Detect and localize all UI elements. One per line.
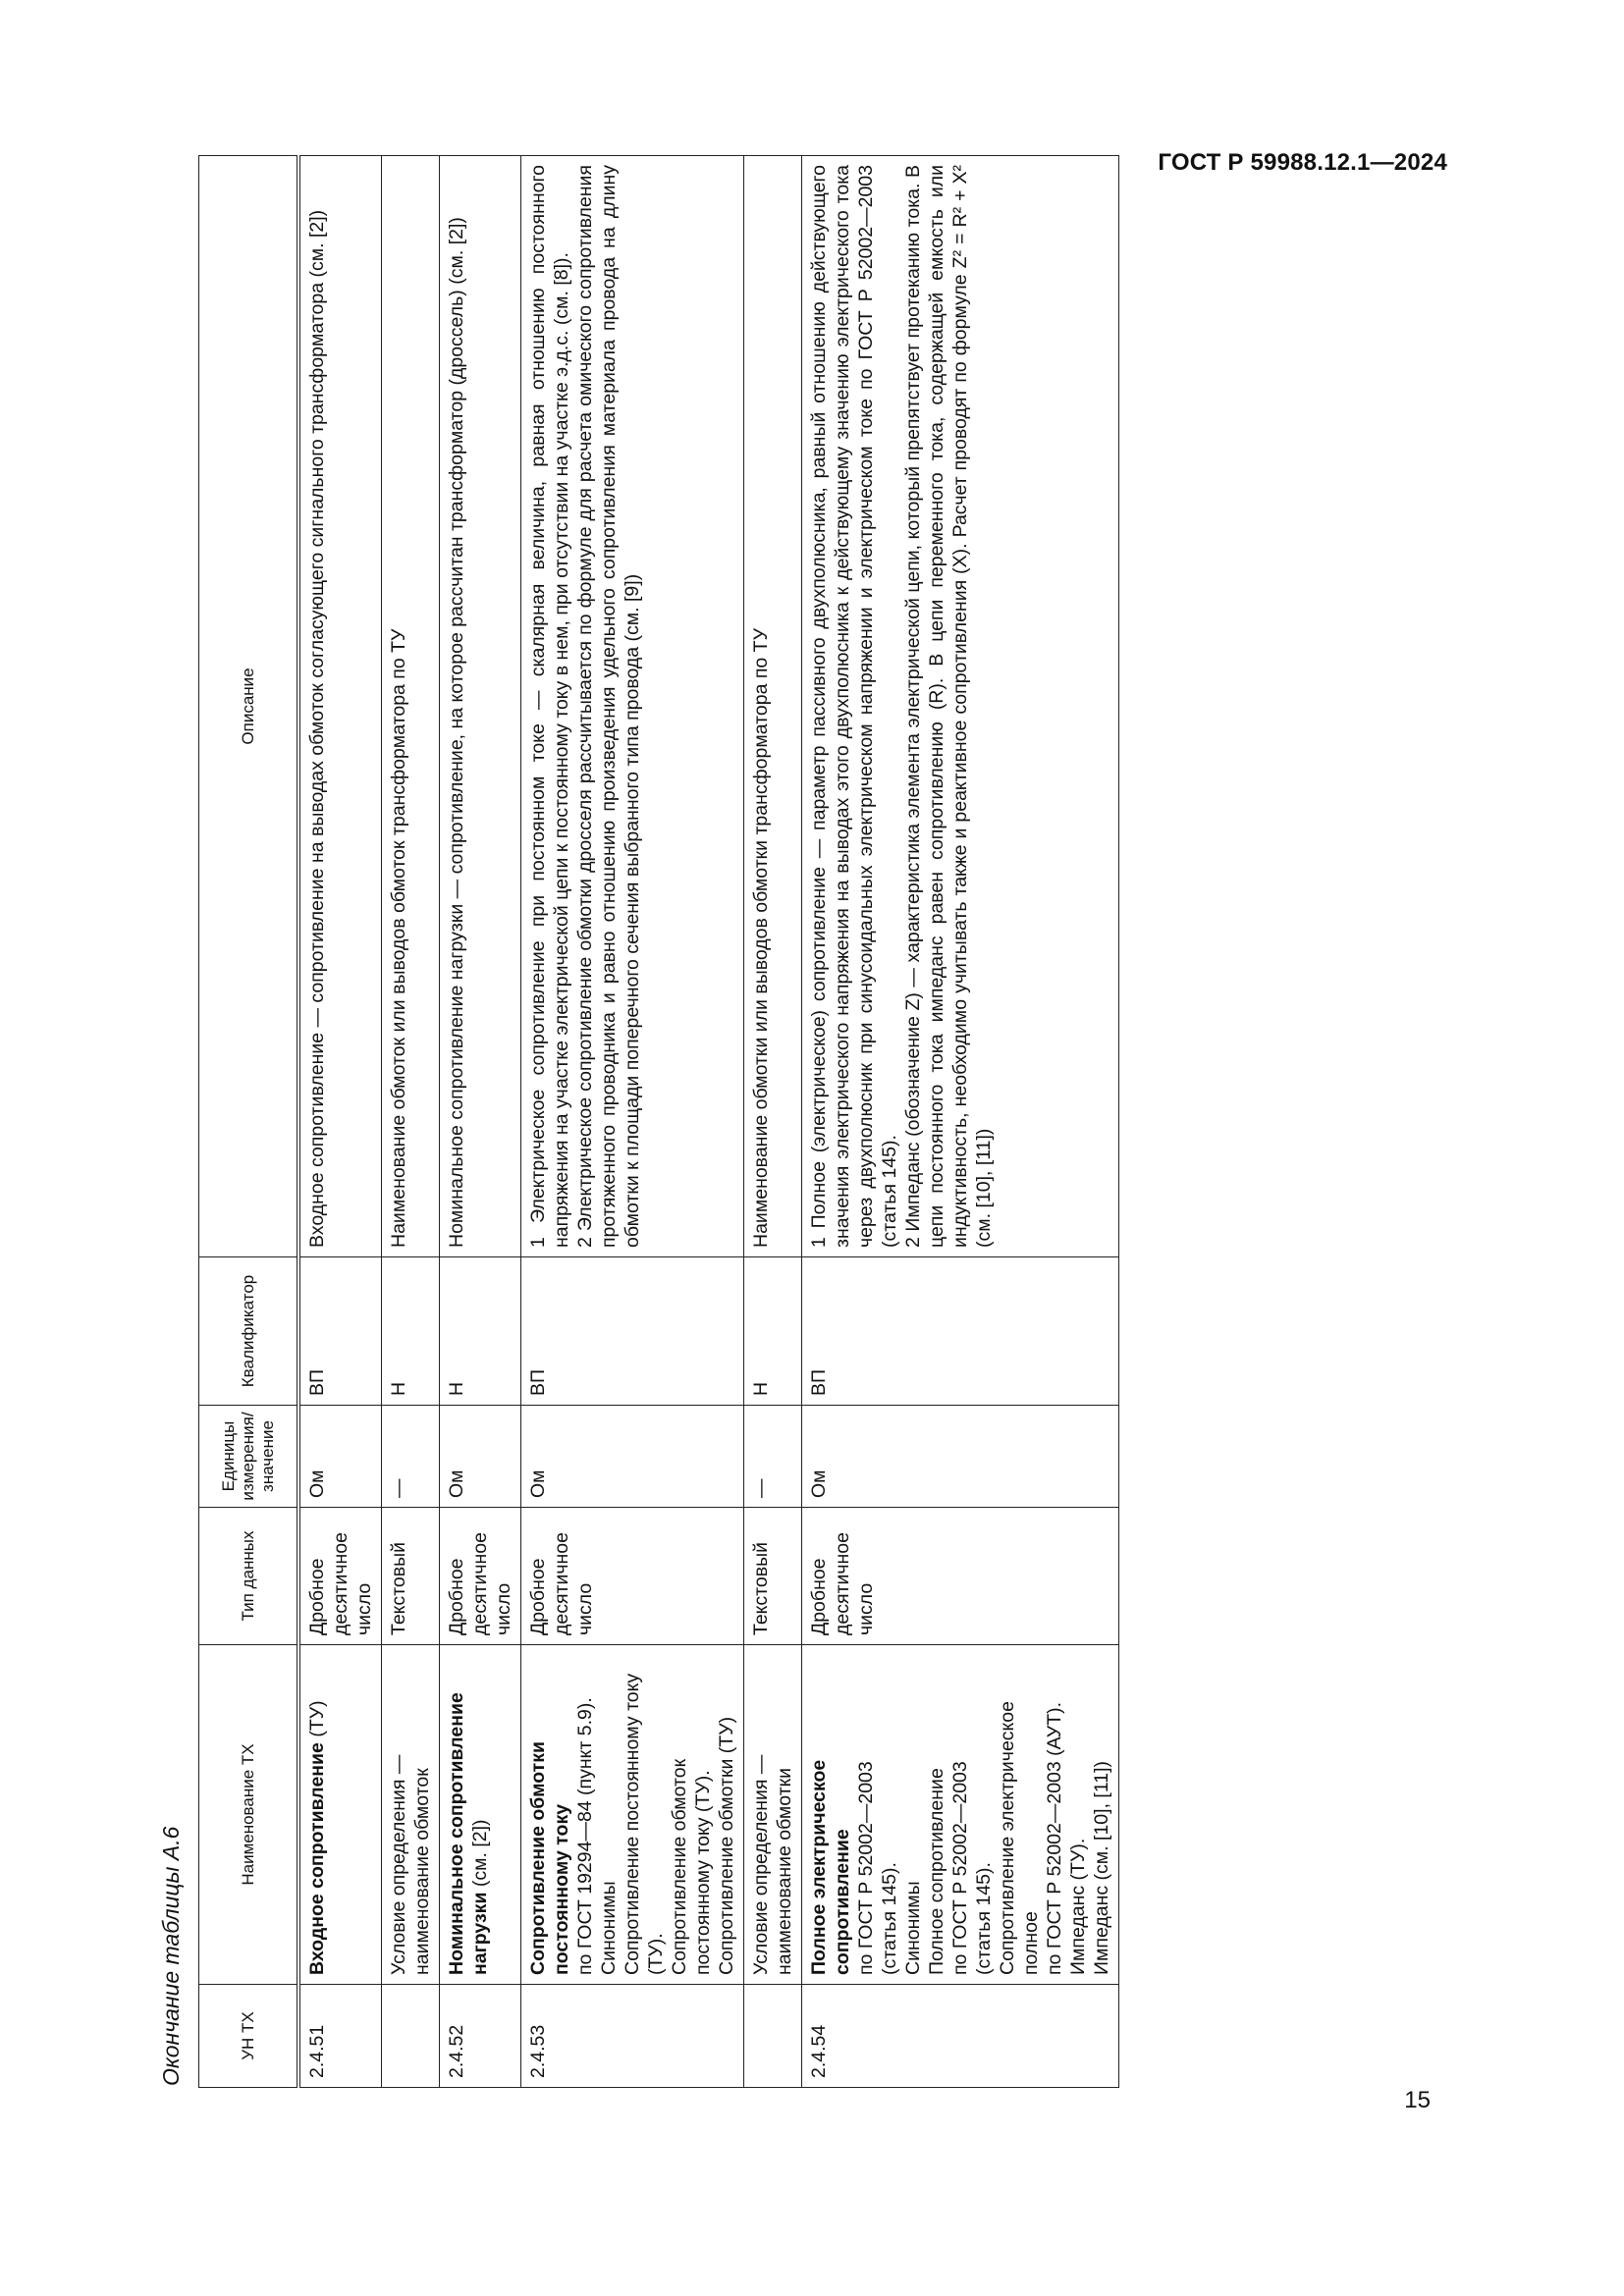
name-line: Условие определения —: [388, 1754, 409, 1975]
name-line: (статья 145).: [973, 1862, 995, 1975]
cell-description: [744, 156, 802, 1257]
cell-id: 2.4.53: [521, 1985, 744, 2088]
name-line: наименование обмоток: [411, 1768, 433, 1975]
cell-qualifier: ВП: [802, 1257, 1119, 1406]
cell-name: [440, 1645, 521, 1985]
cell-unit: Ом: [440, 1406, 521, 1508]
name-line: (ТУ): [306, 1700, 328, 1737]
cell-id: 2.4.52: [440, 1985, 521, 2088]
document-header: ГОСТ Р 59988.12.1—2024: [1158, 149, 1447, 176]
header-qualifier: Квалификатор: [199, 1257, 299, 1406]
cell-qualifier: Н: [440, 1257, 521, 1406]
header-name: Наименование ТХ: [199, 1645, 299, 1985]
description-paragraph: 1 Полное (электрическое) сопротивление — параметр пассивного двухполюсника, равный отношению действующего значения электрического напряжения на выводах этого двухполюсника к действующему значению электрического тока через двухполюсник при синусоидальных электрическом напряжении и электрическом токе по ГОСТ Р 52002—2003 (статья 145).: [808, 165, 900, 1248]
name-bold: Сопротивление обмотки постоянному току: [527, 1741, 572, 1975]
cell-type: Дробное десятичное число: [298, 1508, 382, 1645]
name-line: (см. [2]): [469, 1819, 491, 1888]
characteristics-table: [198, 155, 1119, 2088]
cell-qualifier: Н: [744, 1257, 802, 1406]
cell-description: [521, 156, 744, 1257]
name-line: Сопротивление электрическое полное: [997, 1701, 1042, 1975]
table-row: [802, 156, 1119, 2088]
description-paragraph: 1 Электрическое сопротивление при постоянном токе — скалярная величина, равная отношению постоянного напряжения на участке электрической цепи к постоянному току в нем, при отсутствии на участке э.д.с. (см. [8]).: [527, 165, 572, 1248]
name-bold: Полное электрическое сопротивление: [808, 1759, 853, 1975]
name-line: Синонимы: [902, 1881, 924, 1975]
table-row: [382, 156, 440, 2088]
table-body: [298, 156, 1119, 2088]
name-line: по ГОСТ Р 52002—2003 (АУТ).: [1044, 1701, 1065, 1975]
cell-unit: Ом: [521, 1406, 744, 1508]
cell-type: Дробное десятичное число: [521, 1508, 744, 1645]
table-caption: Окончание таблицы А.6: [158, 1826, 184, 2086]
name-bold: Входное сопротивление: [306, 1742, 328, 1975]
name-bold: Номинальное сопротивление нагрузки: [446, 1692, 491, 1975]
table-row: [440, 156, 521, 2088]
description-paragraph: Наименование обмоток или выводов обмоток трансформатора по ТУ: [388, 628, 409, 1248]
cell-id: 2.4.54: [802, 1985, 1119, 2088]
cell-name: [521, 1645, 744, 1985]
table-row: [521, 156, 744, 2088]
description-paragraph: 2 Электрическое сопротивление обмотки дросселя рассчитывается по формуле для расчета омического сопротивления протяженного проводника и равно отношению произведения удельного сопротивления материала провода на длину обмотки к площади поперечного сечения выбранного типа провода (см. [9]): [574, 165, 643, 1248]
cell-type: Дробное десятичное число: [802, 1508, 1119, 1645]
cell-unit: —: [744, 1406, 802, 1508]
description-paragraph: Номинальное сопротивление нагрузки — сопротивление, на которое рассчитан трансформатор (дроссель) (см. [2]): [446, 217, 467, 1248]
name-line: по ГОСТ Р 52002—2003: [855, 1761, 877, 1975]
cell-id: 2.4.51: [298, 1985, 382, 2088]
cell-name: [802, 1645, 1119, 1985]
cell-name: [382, 1645, 440, 1985]
name-line: Сопротивление обмоток постоянному току (ТУ).: [669, 1758, 714, 1975]
name-line: наименование обмотки: [774, 1767, 795, 1975]
rotated-table-area: [154, 156, 1119, 2088]
name-line: Полное сопротивление: [926, 1768, 947, 1975]
cell-description: [298, 156, 382, 1257]
page-number: 15: [1404, 2087, 1431, 2113]
cell-type: Текстовый: [744, 1508, 802, 1645]
table-row: [298, 156, 382, 2088]
header-type: Тип данных: [199, 1508, 299, 1645]
cell-unit: Ом: [802, 1406, 1119, 1508]
cell-name: [298, 1645, 382, 1985]
cell-unit: Ом: [298, 1406, 382, 1508]
cell-id: [382, 1985, 440, 2088]
cell-description: [382, 156, 440, 1257]
cell-type: Текстовый: [382, 1508, 440, 1645]
table-row: [744, 156, 802, 2088]
name-line: Условие определения —: [750, 1754, 772, 1975]
cell-type: Дробное десятичное число: [440, 1508, 521, 1645]
cell-description: [802, 156, 1119, 1257]
description-paragraph: Наименование обмотки или выводов обмотки трансформатора по ТУ: [750, 628, 772, 1248]
header-description: Описание: [199, 156, 299, 1257]
name-line: Сопротивление постоянному току (ТУ).: [622, 1673, 667, 1975]
description-paragraph: Входное сопротивление — сопротивление на выводах обмоток согласующего сигнального трансформатора (см. [2]): [306, 209, 328, 1248]
cell-description: [440, 156, 521, 1257]
name-line: по ГОСТ Р 52002—2003: [949, 1761, 971, 1975]
cell-qualifier: ВП: [298, 1257, 382, 1406]
name-line: (статья 145).: [879, 1862, 900, 1975]
name-line: по ГОСТ 19294—84 (пункт 5.9).: [574, 1697, 596, 1975]
name-line: Импеданс (см. [10], [11]): [1091, 1761, 1112, 1975]
name-line: Синонимы: [598, 1881, 620, 1975]
header-unit: Единицы измерения/ значение: [199, 1406, 299, 1508]
table-header-row: [199, 156, 299, 2088]
cell-qualifier: ВП: [521, 1257, 744, 1406]
cell-qualifier: Н: [382, 1257, 440, 1406]
cell-name: [744, 1645, 802, 1985]
description-paragraph: 2 Импеданс (обозначение Z) — характеристика элемента электрической цепи, который препятствует протеканию тока. В цепи постоянного тока импеданс равен сопротивлению (R). В цепи переменного тока, содержащей емкость или индуктивность, необходимо учитывать также и реактивное сопротивления (X). Расчет проводят по формуле Z² = R² + X² (см. [10], [11]): [902, 165, 995, 1248]
cell-unit: —: [382, 1406, 440, 1508]
cell-id: [744, 1985, 802, 2088]
name-line: Импеданс (ТУ).: [1067, 1838, 1089, 1975]
name-line: Сопротивление обмотки (ТУ): [716, 1716, 737, 1975]
header-id: УН ТХ: [199, 1985, 299, 2088]
